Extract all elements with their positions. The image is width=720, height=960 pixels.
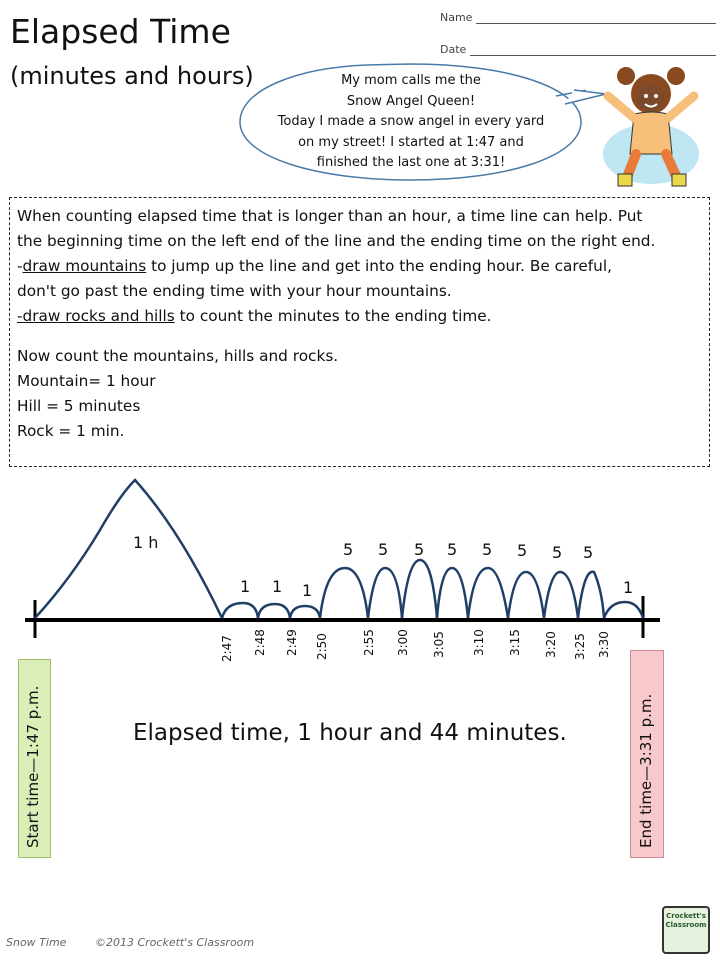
snow-angel-girl-illustration — [596, 62, 706, 192]
page-title: Elapsed Time — [10, 12, 231, 51]
mountain-label: 1 h — [133, 533, 159, 552]
tick-label: 3:25 — [573, 633, 587, 660]
rock-2 — [258, 604, 290, 618]
tick-label: 2:47 — [220, 635, 234, 662]
tick-label: 3:20 — [544, 631, 558, 658]
tick-label: 2:49 — [285, 629, 299, 656]
footer-copyright: ©2013 Crockett's Classroom — [95, 936, 255, 949]
hill-6 — [508, 572, 544, 618]
footer-title: Snow Time — [6, 936, 67, 949]
tick-label: 3:00 — [396, 629, 410, 656]
hill-2 — [368, 568, 402, 618]
name-field[interactable] — [476, 23, 716, 24]
hill-8 — [578, 572, 604, 618]
hill-label: 5 — [343, 540, 354, 559]
start-time-label: Start time—1:47 p.m. — [24, 685, 42, 848]
tick-label: 3:30 — [597, 631, 611, 658]
hill-label: 5 — [583, 543, 594, 562]
hill-7 — [544, 572, 578, 618]
hill-label: 5 — [552, 543, 563, 562]
date-label: Date — [440, 43, 467, 56]
crocketts-classroom-logo: Crockett's Classroom — [662, 906, 710, 954]
rock-label: 1 — [302, 581, 313, 600]
rock-3 — [290, 606, 320, 618]
speech-bubble-text: My mom calls me the Snow Angel Queen! Today I made a snow angel in every yard on my street! I started at 1:47 and finished the last one at 3:31! — [277, 73, 545, 170]
rock-label: 1 — [623, 578, 634, 597]
rock-label: 1 — [272, 577, 283, 596]
hill-3 — [402, 560, 437, 618]
tick-label: 2:48 — [253, 629, 267, 656]
rock-4 — [604, 602, 643, 618]
tick-label: 2:55 — [362, 629, 376, 656]
tick-label: 3:10 — [472, 629, 486, 656]
hill-label: 5 — [482, 540, 493, 559]
end-time-label: End time—3:31 p.m. — [637, 693, 655, 848]
tick-label: 3:05 — [432, 631, 446, 658]
hill-label: 5 — [517, 541, 528, 560]
tick-label: 2:50 — [315, 633, 329, 660]
date-field[interactable] — [470, 55, 716, 56]
hill-label: 5 — [414, 540, 425, 559]
hill-1 — [320, 568, 368, 618]
rock-1 — [222, 603, 258, 618]
hill-label: 5 — [378, 540, 389, 559]
instructions-text: When counting elapsed time that is longer than an hour, a time line can help. Put the beginning time on the left end of the line and the ending time on the right end. -draw mountains to jump up the line and get into the ending hour. Be careful, don't go past the ending time with your hour mountains. -draw rocks and hills to count the minutes to the ending time. Now count the mountains, hills and rocks. Mountain= 1 hour Hill = 5 minutes Rock = 1 min. — [17, 207, 656, 440]
elapsed-time-answer: Elapsed time, 1 hour and 44 minutes. — [133, 720, 567, 746]
name-label: Name — [440, 11, 473, 24]
hill-label: 5 — [447, 540, 458, 559]
hill-5 — [468, 568, 508, 618]
page-subtitle: (minutes and hours) — [10, 62, 254, 90]
mountain-hour — [35, 480, 222, 618]
hill-4 — [437, 568, 468, 618]
tick-label: 3:15 — [508, 629, 522, 656]
rock-label: 1 — [240, 577, 251, 596]
timeline-drawing — [0, 470, 720, 670]
